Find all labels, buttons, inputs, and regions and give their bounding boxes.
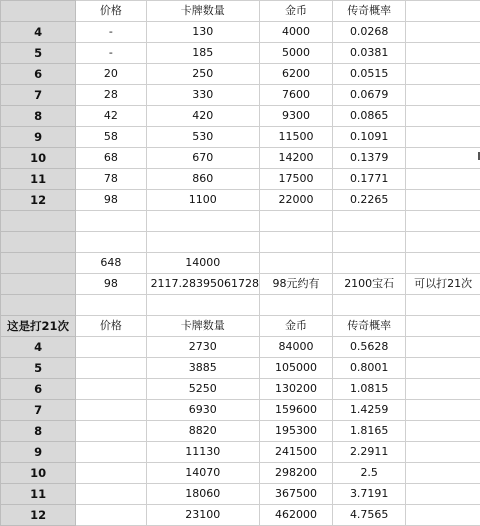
card-count-cell[interactable]: 130 xyxy=(146,22,259,43)
card-count-cell[interactable]: 185 xyxy=(146,43,259,64)
card-count-cell[interactable]: 670 xyxy=(146,148,259,169)
row-header-cell[interactable]: 6 xyxy=(1,379,76,400)
row-header-cell[interactable]: 7 xyxy=(1,400,76,421)
note-cell[interactable] xyxy=(406,1,480,22)
gold-cell[interactable] xyxy=(260,211,333,232)
table-row xyxy=(1,295,480,316)
table-row xyxy=(1,253,480,274)
note-cell[interactable] xyxy=(406,295,480,316)
card-count-cell[interactable] xyxy=(146,295,259,316)
card-count-cell[interactable]: 1100 xyxy=(146,190,259,211)
card-count-cell[interactable]: 530 xyxy=(146,127,259,148)
note-cell[interactable] xyxy=(406,232,480,253)
price-cell[interactable]: 20 xyxy=(76,64,146,85)
card-count-cell[interactable]: 860 xyxy=(146,169,259,190)
table-row xyxy=(1,421,480,442)
table-row xyxy=(1,1,480,22)
legend-prob-cell[interactable]: 1.4259 xyxy=(333,400,406,421)
gold-cell[interactable]: 298200 xyxy=(260,463,333,484)
gold-cell[interactable]: 195300 xyxy=(260,421,333,442)
gold-cell[interactable] xyxy=(260,295,333,316)
card-count-cell[interactable]: 330 xyxy=(146,85,259,106)
legend-prob-cell[interactable]: 0.1379 xyxy=(333,148,406,169)
note-cell[interactable] xyxy=(406,379,480,400)
table-row xyxy=(1,85,480,106)
price-cell[interactable]: - xyxy=(76,22,146,43)
card-count-cell[interactable] xyxy=(146,232,259,253)
table-row xyxy=(1,484,480,505)
table-row xyxy=(1,505,480,526)
card-count-cell[interactable]: 5250 xyxy=(146,379,259,400)
card-count-cell[interactable]: 8820 xyxy=(146,421,259,442)
table-row xyxy=(1,22,480,43)
price-cell[interactable]: 价格 xyxy=(76,316,146,337)
price-cell[interactable] xyxy=(76,505,146,526)
note-cell[interactable] xyxy=(406,316,480,337)
note-cell[interactable] xyxy=(406,253,480,274)
row-header-cell[interactable]: 9 xyxy=(1,442,76,463)
row-header-cell[interactable]: 5 xyxy=(1,358,76,379)
table-row xyxy=(1,337,480,358)
row-header-cell[interactable]: 12 xyxy=(1,190,76,211)
legend-prob-cell[interactable]: 0.0515 xyxy=(333,64,406,85)
row-header-cell[interactable] xyxy=(1,295,76,316)
note-cell[interactable] xyxy=(406,421,480,442)
row-header-cell[interactable]: 8 xyxy=(1,421,76,442)
row-header-cell[interactable] xyxy=(1,232,76,253)
price-cell[interactable] xyxy=(76,211,146,232)
row-header-cell[interactable] xyxy=(1,211,76,232)
legend-prob-cell[interactable]: 4.7565 xyxy=(333,505,406,526)
row-header-cell[interactable]: 7 xyxy=(1,85,76,106)
row-header-cell[interactable]: 11 xyxy=(1,169,76,190)
table-row xyxy=(1,316,480,337)
gold-cell[interactable]: 金币 xyxy=(260,316,333,337)
row-header-cell[interactable]: 8 xyxy=(1,106,76,127)
legend-prob-cell[interactable]: 0.1091 xyxy=(333,127,406,148)
gold-cell[interactable]: 241500 xyxy=(260,442,333,463)
note-cell[interactable] xyxy=(406,484,480,505)
price-cell[interactable] xyxy=(76,484,146,505)
card-count-cell[interactable]: 2117.28395061728 xyxy=(146,274,259,295)
row-header-cell[interactable] xyxy=(1,253,76,274)
card-count-cell[interactable]: 3885 xyxy=(146,358,259,379)
legend-prob-cell[interactable]: 0.8001 xyxy=(333,358,406,379)
card-count-cell[interactable]: 14000 xyxy=(146,253,259,274)
price-cell[interactable] xyxy=(76,295,146,316)
gold-cell[interactable]: 462000 xyxy=(260,505,333,526)
gold-cell[interactable]: 4000 xyxy=(260,22,333,43)
gold-cell[interactable]: 14200 xyxy=(260,148,333,169)
note-cell[interactable] xyxy=(406,337,480,358)
table-row xyxy=(1,169,480,190)
price-cell[interactable] xyxy=(76,358,146,379)
legend-prob-cell[interactable] xyxy=(333,295,406,316)
note-cell[interactable] xyxy=(406,64,480,85)
card-count-cell[interactable]: 14070 xyxy=(146,463,259,484)
table-row xyxy=(1,442,480,463)
legend-prob-cell[interactable]: 0.0381 xyxy=(333,43,406,64)
card-count-cell[interactable] xyxy=(146,211,259,232)
legend-prob-cell[interactable]: 传奇概率 xyxy=(333,316,406,337)
legend-prob-cell[interactable]: 0.2265 xyxy=(333,190,406,211)
table-row xyxy=(1,43,480,64)
note-cell[interactable] xyxy=(406,127,480,148)
gold-cell[interactable] xyxy=(260,232,333,253)
row-header-cell[interactable]: 5 xyxy=(1,43,76,64)
price-cell[interactable] xyxy=(76,463,146,484)
table-row xyxy=(1,64,480,85)
gold-cell[interactable]: 6200 xyxy=(260,64,333,85)
row-header-cell[interactable]: 4 xyxy=(1,337,76,358)
row-header-cell[interactable]: 11 xyxy=(1,484,76,505)
card-count-cell[interactable]: 11130 xyxy=(146,442,259,463)
row-header-cell[interactable]: 12 xyxy=(1,505,76,526)
gold-cell[interactable]: 105000 xyxy=(260,358,333,379)
price-cell[interactable] xyxy=(76,232,146,253)
row-header-cell[interactable]: 这是打21次 xyxy=(1,316,76,337)
price-cell[interactable] xyxy=(76,442,146,463)
price-cell[interactable]: 98 xyxy=(76,274,146,295)
price-cell[interactable] xyxy=(76,337,146,358)
gold-cell[interactable]: 159600 xyxy=(260,400,333,421)
legend-prob-cell[interactable]: 1.0815 xyxy=(333,379,406,400)
table-row xyxy=(1,127,480,148)
legend-prob-cell[interactable] xyxy=(333,253,406,274)
gold-cell[interactable] xyxy=(260,253,333,274)
table-row xyxy=(1,211,480,232)
table-row xyxy=(1,190,480,211)
legend-prob-cell[interactable]: 0.0268 xyxy=(333,22,406,43)
table-row xyxy=(1,106,480,127)
note-cell[interactable] xyxy=(406,169,480,190)
note-cell[interactable] xyxy=(406,400,480,421)
price-cell[interactable]: 98 xyxy=(76,190,146,211)
card-count-cell[interactable]: 卡牌数量 xyxy=(146,1,259,22)
spreadsheet-body xyxy=(1,1,480,526)
row-header-cell[interactable] xyxy=(1,1,76,22)
price-cell[interactable]: 58 xyxy=(76,127,146,148)
card-count-cell[interactable]: 18060 xyxy=(146,484,259,505)
note-cell[interactable] xyxy=(406,442,480,463)
legend-prob-cell[interactable] xyxy=(333,211,406,232)
legend-prob-cell[interactable]: 0.5628 xyxy=(333,337,406,358)
row-header-cell[interactable] xyxy=(1,274,76,295)
gold-cell[interactable]: 17500 xyxy=(260,169,333,190)
row-header-cell[interactable]: 4 xyxy=(1,22,76,43)
gold-cell[interactable]: 130200 xyxy=(260,379,333,400)
note-cell[interactable] xyxy=(406,43,480,64)
price-cell[interactable] xyxy=(76,379,146,400)
row-header-cell[interactable]: 10 xyxy=(1,148,76,169)
gold-cell[interactable]: 22000 xyxy=(260,190,333,211)
card-count-cell[interactable]: 23100 xyxy=(146,505,259,526)
price-cell[interactable] xyxy=(76,421,146,442)
price-cell[interactable]: 价格 xyxy=(76,1,146,22)
card-count-cell[interactable]: 250 xyxy=(146,64,259,85)
card-count-cell[interactable]: 卡牌数量 xyxy=(146,316,259,337)
legend-prob-cell[interactable]: 2100宝石 xyxy=(333,274,406,295)
price-cell[interactable]: 68 xyxy=(76,148,146,169)
price-cell[interactable]: 42 xyxy=(76,106,146,127)
table-row xyxy=(1,274,480,295)
note-cell[interactable] xyxy=(406,505,480,526)
gold-cell[interactable]: 367500 xyxy=(260,484,333,505)
gold-cell[interactable]: 98元约有 xyxy=(260,274,333,295)
gold-cell[interactable]: 11500 xyxy=(260,127,333,148)
legend-prob-cell[interactable]: 传奇概率 xyxy=(333,1,406,22)
table-row xyxy=(1,232,480,253)
legend-prob-cell[interactable]: 0.0679 xyxy=(333,85,406,106)
note-cell[interactable] xyxy=(406,148,480,169)
legend-prob-cell[interactable]: 3.7191 xyxy=(333,484,406,505)
card-count-cell[interactable]: 6930 xyxy=(146,400,259,421)
table-row xyxy=(1,358,480,379)
note-cell[interactable] xyxy=(406,85,480,106)
note-cell[interactable] xyxy=(406,106,480,127)
gold-cell[interactable]: 84000 xyxy=(260,337,333,358)
card-count-cell[interactable]: 2730 xyxy=(146,337,259,358)
note-cell[interactable] xyxy=(406,22,480,43)
price-cell[interactable]: 28 xyxy=(76,85,146,106)
note-cell[interactable] xyxy=(406,190,480,211)
gold-cell[interactable]: 7600 xyxy=(260,85,333,106)
card-count-cell[interactable]: 420 xyxy=(146,106,259,127)
note-cell[interactable] xyxy=(406,211,480,232)
legend-prob-cell[interactable]: 2.2911 xyxy=(333,442,406,463)
legend-prob-cell[interactable]: 0.0865 xyxy=(333,106,406,127)
price-cell[interactable] xyxy=(76,400,146,421)
legend-prob-cell[interactable]: 0.1771 xyxy=(333,169,406,190)
gold-cell[interactable]: 5000 xyxy=(260,43,333,64)
table-row xyxy=(1,148,480,169)
row-header-cell[interactable]: 9 xyxy=(1,127,76,148)
price-cell[interactable]: - xyxy=(76,43,146,64)
table-row xyxy=(1,463,480,484)
gold-cell[interactable]: 9300 xyxy=(260,106,333,127)
legend-prob-cell[interactable]: 2.5 xyxy=(333,463,406,484)
row-header-cell[interactable]: 10 xyxy=(1,463,76,484)
note-cell[interactable] xyxy=(406,463,480,484)
row-header-cell[interactable]: 6 xyxy=(1,64,76,85)
price-cell[interactable]: 78 xyxy=(76,169,146,190)
note-cell[interactable] xyxy=(406,358,480,379)
gold-cell[interactable]: 金币 xyxy=(260,1,333,22)
price-cell[interactable]: 648 xyxy=(76,253,146,274)
table-row xyxy=(1,400,480,421)
note-cell[interactable]: 可以打21次 xyxy=(406,274,480,295)
table-row xyxy=(1,379,480,400)
legend-prob-cell[interactable] xyxy=(333,232,406,253)
legend-prob-cell[interactable]: 1.8165 xyxy=(333,421,406,442)
